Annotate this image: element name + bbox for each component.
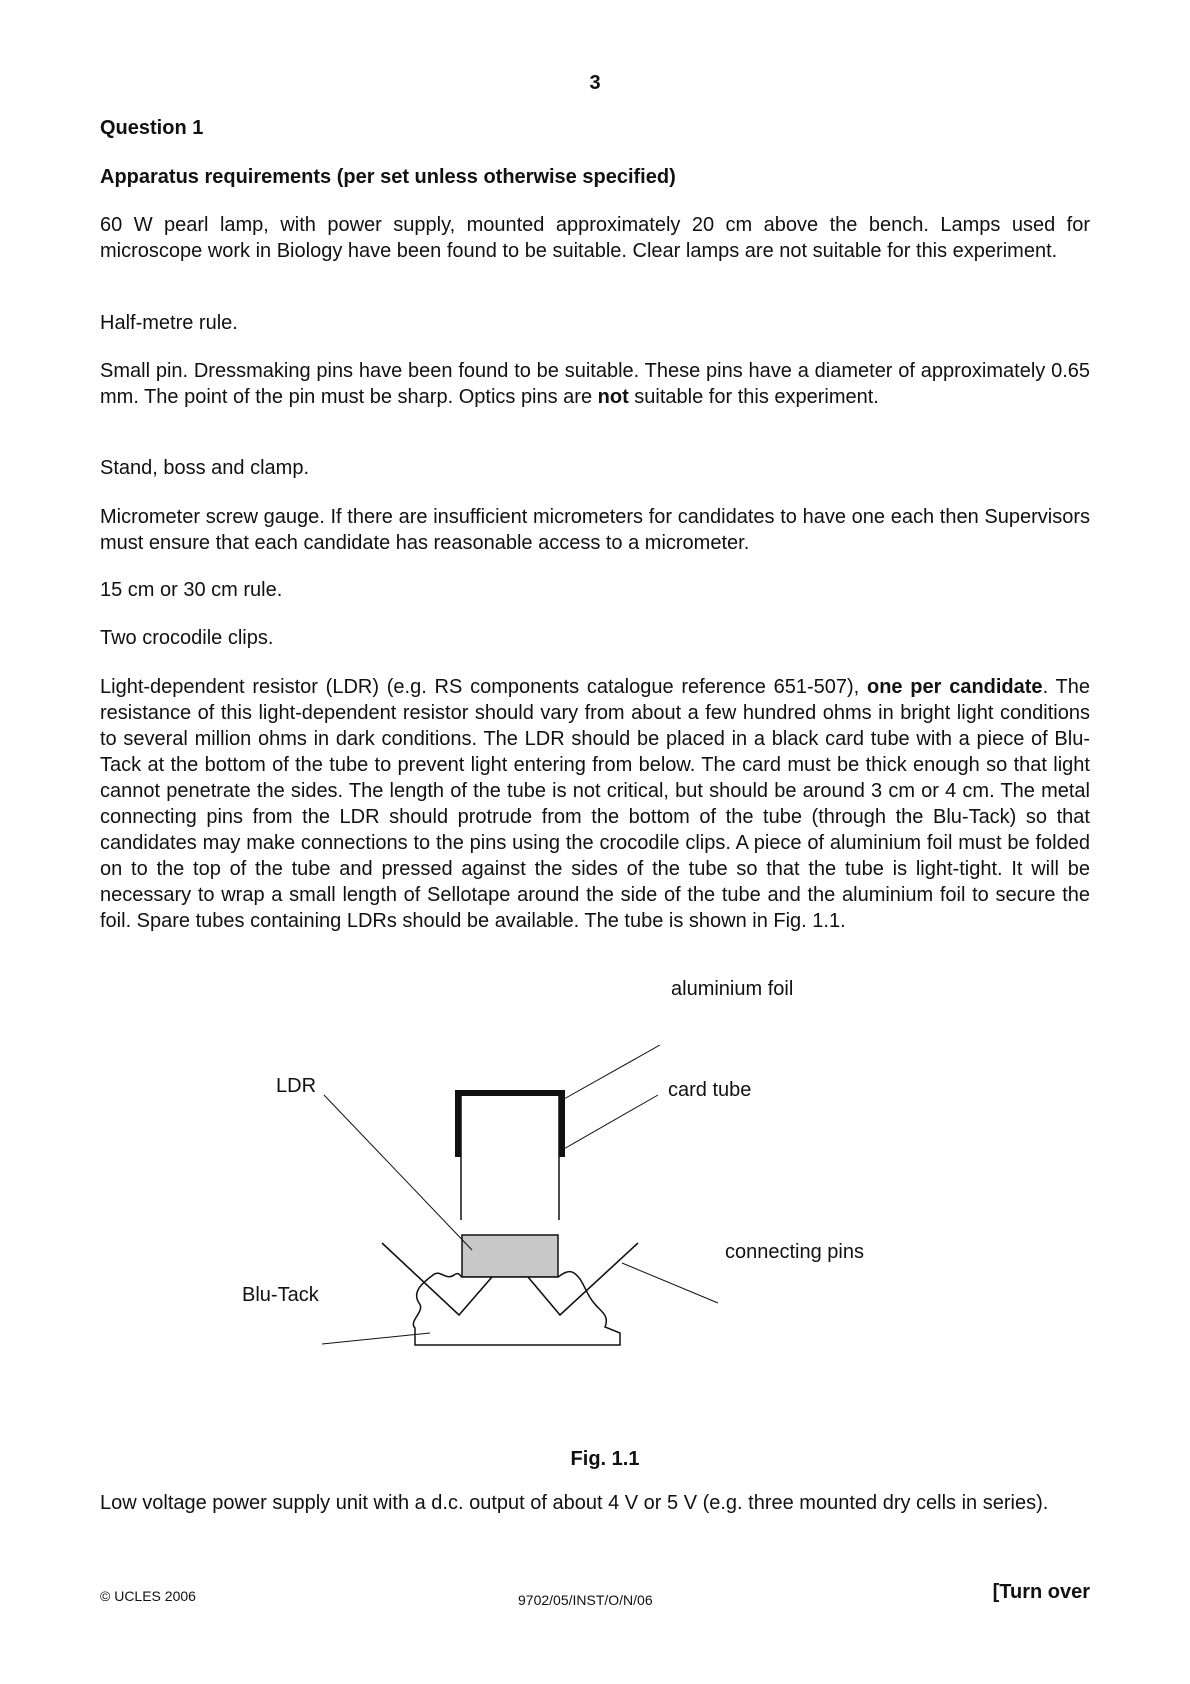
- footer-paper-code: 9702/05/INST/O/N/06: [518, 1592, 653, 1608]
- exam-page: [100, 0, 1090, 1684]
- label-card-tube: card tube: [668, 1079, 752, 1101]
- apparatus-heading: Apparatus requirements (per set unless otherwise specified): [100, 166, 676, 188]
- paragraph-half-metre-rule: Half-metre rule.: [100, 312, 238, 334]
- ldr-tube-diagram: [240, 1045, 1010, 1440]
- leader-connecting-pins: [622, 1263, 718, 1303]
- leader-ldr: [324, 1095, 472, 1250]
- paragraph-ldr: [100, 674, 1090, 934]
- question-title: Question 1: [100, 117, 204, 139]
- pin-text-end: suitable for this experiment.: [628, 386, 879, 408]
- pin-text-start: Small pin. Dressmaking pins have been found to be suitable. These pins have a diameter of approximately 0.65 mm. The point of the pin must be sharp. Optics pins are: [100, 360, 1090, 408]
- paragraph-stand: Stand, boss and clamp.: [100, 457, 310, 479]
- figure-caption: Fig. 1.1: [570, 1448, 640, 1470]
- paragraph-pin: [100, 358, 1090, 410]
- label-blu-tack: Blu-Tack: [242, 1284, 319, 1306]
- paragraph-small-rule: 15 cm or 30 cm rule.: [100, 579, 283, 601]
- turn-over-label: [Turn over: [992, 1581, 1090, 1603]
- footer-copyright: © UCLES 2006: [100, 1588, 196, 1604]
- label-aluminium-foil: aluminium foil: [671, 978, 794, 1000]
- pin-text-emphasis: not: [597, 386, 629, 408]
- ldr-body: [462, 1235, 558, 1277]
- paragraph-lamp: 60 W pearl lamp, with power supply, mounted approximately 20 cm above the bench. Lamps used for microscope work in Biology have been found to be suitable. Clear lamps are not suitable for this experiment.: [100, 214, 1090, 262]
- figure-ldr-tube: [240, 978, 1010, 1440]
- paragraph-crocodile-clips: Two crocodile clips.: [100, 627, 274, 649]
- paragraph-power-supply: Low voltage power supply unit with a d.c. output of about 4 V or 5 V (e.g. three mounted dry cells in series).: [100, 1492, 1049, 1514]
- ldr-text-end: . The resistance of this light-dependent resistor should vary from about a few hundred ohms in bright light conditions to several million ohms in dark conditions. The LDR should be placed in a black card tube with a piece of Blu-Tack at the bottom of the tube to prevent light entering from below. The card must be thick enough so that light cannot penetrate the sides. The length of the tube is not critical, but should be around 3 cm or 4 cm. The metal connecting pins from the LDR should protrude from the bottom of the tube (through the Blu-Tack) so that candidates may make connections to the pins using the crocodile clips. A piece of aluminium foil must be folded on to the top of the tube and pressed against the sides of the tube so that the tube is light-tight. It will be necessary to wrap a small length of Sellotape around the side of the tube and the aluminium foil to secure the foil. Spare tubes containing LDRs should be available. The tube is shown in Fig. 1.1.: [100, 676, 1090, 932]
- leader-card-tube: [562, 1095, 658, 1150]
- aluminium-foil-shape: [458, 1093, 562, 1157]
- blu-tack-shape: [413, 1272, 620, 1345]
- label-ldr: LDR: [276, 1075, 317, 1097]
- label-connecting-pins: connecting pins: [725, 1241, 864, 1263]
- ldr-text-start: Light-dependent resistor (LDR) (e.g. RS components catalogue reference 651-507),: [100, 676, 867, 698]
- leader-blu-tack: [322, 1333, 430, 1344]
- ldr-text-emphasis: one per candidate: [866, 676, 1043, 698]
- page-number: 3: [589, 72, 601, 94]
- leader-aluminium-foil: [564, 1045, 660, 1099]
- paragraph-micrometer: Micrometer screw gauge. If there are insufficient micrometers for candidates to have one each then Supervisors must ensure that each candidate has reasonable access to a micrometer.: [100, 506, 1090, 554]
